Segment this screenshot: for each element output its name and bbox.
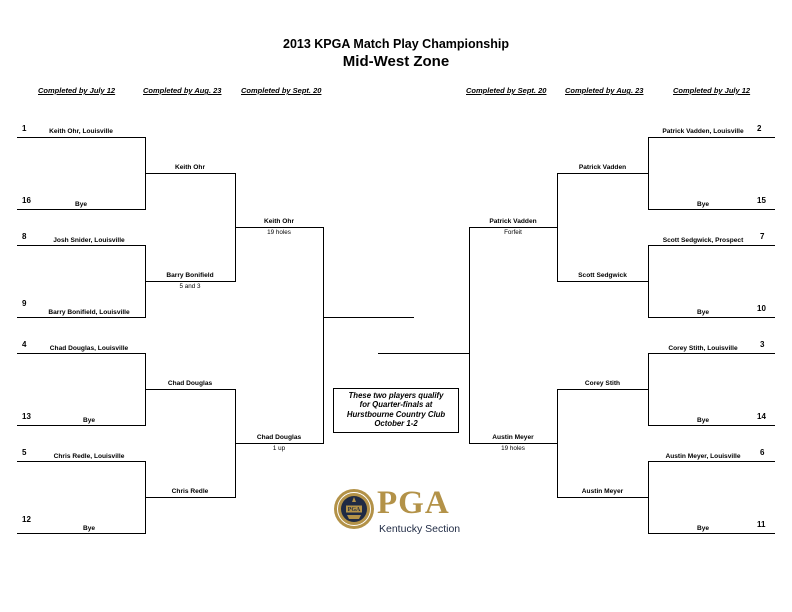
note-line: Hurstbourne Country Club xyxy=(346,409,446,419)
bracket-line xyxy=(145,389,235,390)
player-name: Chris Redle, Louisville xyxy=(53,453,125,460)
bracket-line xyxy=(235,227,323,228)
player-name: Bye xyxy=(696,417,710,424)
pga-kentucky-logo xyxy=(333,484,468,540)
bracket-line xyxy=(648,209,775,210)
bracket-line xyxy=(648,245,649,318)
bracket-line xyxy=(557,173,648,174)
round-header-left-3: Completed by Sept. 20 xyxy=(241,86,322,95)
bracket-line xyxy=(648,137,775,138)
bracket-line xyxy=(469,227,557,228)
seed-number: 14 xyxy=(757,412,766,421)
player-name: Patrick Vadden, Louisville xyxy=(662,128,744,135)
note-line: These two players qualify xyxy=(348,391,444,400)
section-label: Kentucky Section xyxy=(379,523,461,535)
match-result: 19 holes xyxy=(267,229,291,236)
player-name: Patrick Vadden xyxy=(578,164,627,171)
match-result: 19 holes xyxy=(501,445,525,452)
player-name: Bye xyxy=(82,525,96,532)
player-name: Keith Ohr, Louisville xyxy=(49,128,113,135)
round-header-right-2: Completed by Aug. 23 xyxy=(565,86,644,95)
seed-number: 5 xyxy=(22,448,27,457)
round-header-right-3: Completed by Sept. 20 xyxy=(466,86,547,95)
bracket-line xyxy=(557,389,558,498)
player-name: Scott Sedgwick xyxy=(578,272,627,279)
bracket-line xyxy=(557,497,648,498)
seed-number: 3 xyxy=(760,340,765,349)
player-name: Barry Bonifield xyxy=(166,272,214,279)
bracket-line xyxy=(648,317,775,318)
bracket-line xyxy=(323,227,324,444)
bracket-line xyxy=(557,389,648,390)
bracket-line xyxy=(648,533,775,534)
player-name: Chris Redle xyxy=(171,488,209,495)
player-name: Keith Ohr xyxy=(263,218,295,225)
player-name: Bye xyxy=(696,201,710,208)
player-name: Scott Sedgwick, Prospect xyxy=(662,237,744,244)
bracket-line xyxy=(17,461,145,462)
seed-number: 12 xyxy=(22,515,31,524)
bracket-line xyxy=(17,317,145,318)
bracket-line xyxy=(557,281,648,282)
seed-number: 9 xyxy=(22,299,27,308)
player-name: Corey Stith xyxy=(584,380,621,387)
pga-seal-icon xyxy=(333,488,375,530)
round-header-right-1: Completed by July 12 xyxy=(673,86,751,95)
seed-number: 16 xyxy=(22,196,31,205)
bracket-line xyxy=(648,353,775,354)
bracket-line xyxy=(469,227,470,444)
match-result: 5 and 3 xyxy=(179,283,201,290)
bracket-line xyxy=(235,443,323,444)
page-title: 2013 KPGA Match Play Championship xyxy=(283,37,509,51)
bracket-line xyxy=(17,209,145,210)
bracket-line xyxy=(557,173,558,282)
note-line: October 1-2 xyxy=(374,418,418,428)
bracket-line xyxy=(648,245,775,246)
qualify-note xyxy=(333,388,459,433)
seed-number: 6 xyxy=(760,448,765,457)
bracket-line xyxy=(17,425,145,426)
bracket-line xyxy=(378,353,469,354)
bracket-line xyxy=(469,443,557,444)
player-name: Austin Meyer, Louisville xyxy=(665,453,741,460)
seed-number: 10 xyxy=(757,304,766,313)
match-result: Forfeit xyxy=(504,229,522,236)
seed-number: 8 xyxy=(22,232,27,241)
bracket-line xyxy=(145,281,235,282)
bracket-line xyxy=(17,353,145,354)
player-name: Austin Meyer xyxy=(492,434,534,441)
round-header-left-2: Completed by Aug. 23 xyxy=(143,86,222,95)
bracket-line xyxy=(648,425,775,426)
seed-number: 4 xyxy=(22,340,27,349)
player-name: Bye xyxy=(696,525,710,532)
bracket-line xyxy=(648,353,649,426)
bracket-line xyxy=(648,461,649,534)
player-name: Chad Douglas, Louisville xyxy=(49,345,129,352)
seed-number: 2 xyxy=(757,124,762,133)
player-name: Bye xyxy=(74,201,88,208)
player-name: Josh Snider, Louisville xyxy=(53,237,125,244)
bracket-line xyxy=(17,245,145,246)
bracket-line xyxy=(648,137,649,210)
bracket-line xyxy=(323,317,414,318)
pga-wordmark: PGA xyxy=(377,485,450,521)
seed-number: 11 xyxy=(757,520,766,529)
player-name: Patrick Vadden xyxy=(489,218,537,225)
match-result: 1 up xyxy=(272,445,286,452)
seed-number: 1 xyxy=(22,124,27,133)
svg-text:PGA: PGA xyxy=(347,507,361,514)
round-header-left-1: Completed by July 12 xyxy=(38,86,116,95)
player-name: Bye xyxy=(82,417,96,424)
bracket-line xyxy=(17,533,145,534)
bracket-line xyxy=(17,137,145,138)
seed-number: 13 xyxy=(22,412,31,421)
seed-number: 15 xyxy=(757,196,766,205)
bracket-line xyxy=(648,461,775,462)
player-name: Bye xyxy=(696,309,710,316)
zone-title: Mid-West Zone xyxy=(342,53,450,70)
note-line: for Quarter-finals at xyxy=(359,400,433,410)
player-name: Chad Douglas xyxy=(167,380,213,387)
player-name: Barry Bonifield, Louisville xyxy=(48,309,130,316)
bracket-line xyxy=(145,497,235,498)
bracket-line xyxy=(145,173,235,174)
player-name: Corey Stith, Louisville xyxy=(668,345,738,352)
player-name: Keith Ohr xyxy=(174,164,206,171)
player-name: Austin Meyer xyxy=(581,488,624,495)
player-name: Chad Douglas xyxy=(256,434,302,441)
seed-number: 7 xyxy=(760,232,765,241)
